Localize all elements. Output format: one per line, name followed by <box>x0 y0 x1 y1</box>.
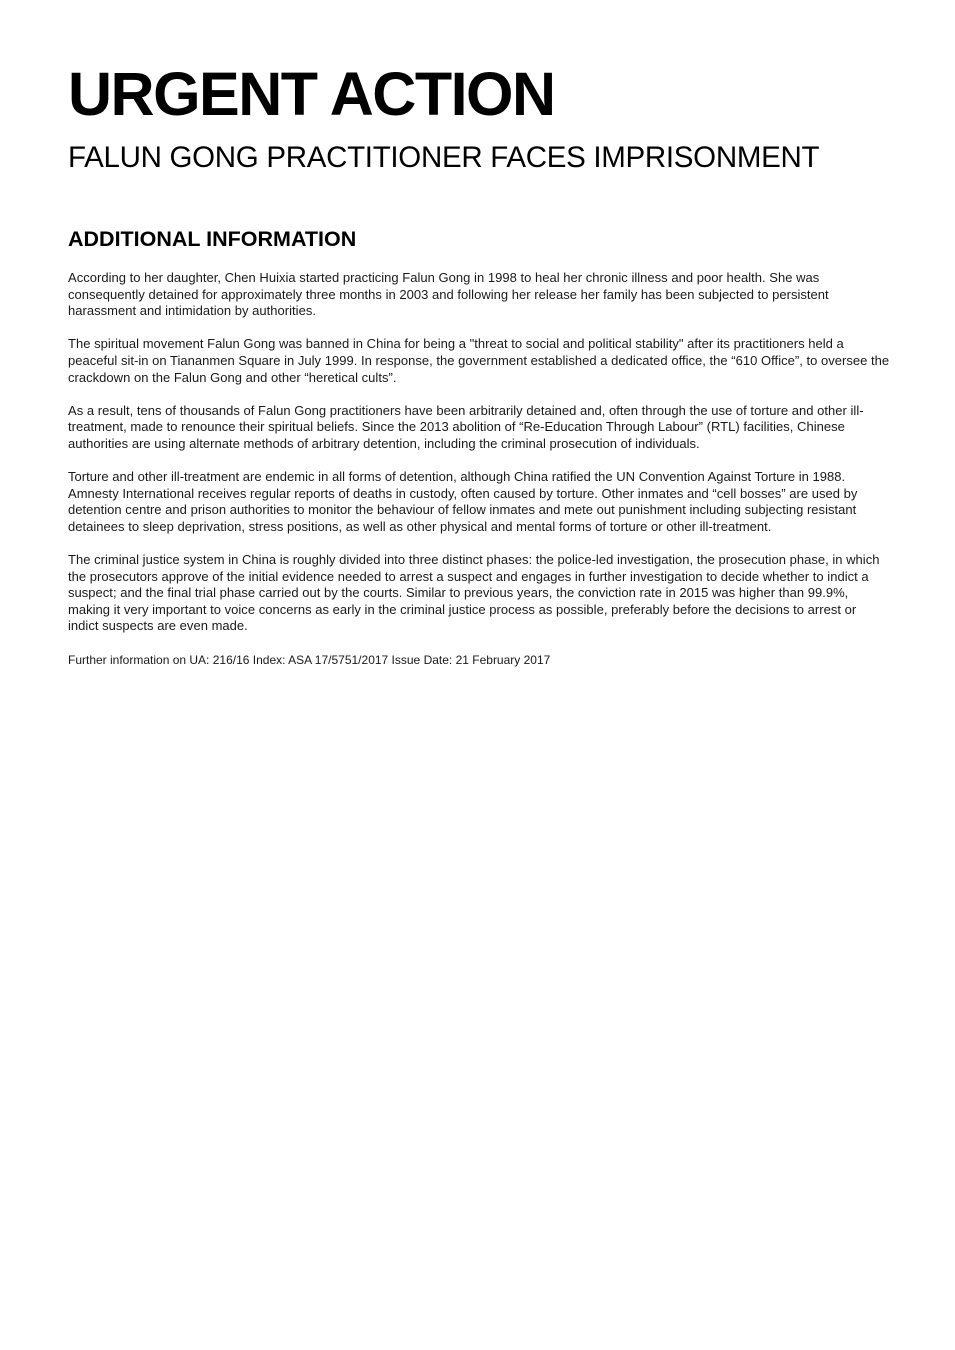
section-heading: ADDITIONAL INFORMATION <box>68 227 357 251</box>
further-information-note: Further information on UA: 216/16 Index: ASA 17/5751/2017 Issue Date: 21 February 2017 <box>68 653 551 668</box>
paragraph-3: As a result, tens of thousands of Falun Gong practitioners have been arbitrarily detained and, often through the use of torture and other ill-treatment, made to renounce their spiritual beliefs. Since the 2013 abolition of “Re-Education Through Labour” (RTL) facilities, Chinese authorities are using alternate methods of arbitrary detention, including the criminal prosecution of individuals. <box>68 402 864 451</box>
page-title: URGENT ACTION <box>68 60 555 128</box>
paragraph-1: According to her daughter, Chen Huixia started practicing Falun Gong in 1998 to heal her chronic illness and poor health. She was consequently detained for approximately three months in 2003 and following her release her family has been subjected to persistent harassment and intimidation by authorities. <box>68 270 829 319</box>
page-subtitle: FALUN GONG PRACTITIONER FACES IMPRISONMENT <box>68 141 820 174</box>
paragraph-2: The spiritual movement Falun Gong was banned in China for being a "threat to social and political stability" after its practitioners held a peaceful sit-in on Tiananmen Square in July 1999. In response, the government established a dedicated office, the “610 Office”, to oversee the crackdown on the Falun Gong and other “heretical cults”. <box>68 336 890 385</box>
paragraph-5: The criminal justice system in China is roughly divided into three distinct phases: the police-led investigation, the prosecution phase, in which the prosecutors approve of the initial evidence needed to arrest a suspect and engages in further investigation to decide whether to indict a suspect; and the final trial phase carried out by the courts. Similar to previous years, the conviction rate in 2015 was higher than 99.9%, making it very important to voice concerns as early in the criminal justice process as possible, preferably before the decisions to arrest or indict suspects are even made. <box>68 552 880 634</box>
paragraph-4: Torture and other ill-treatment are endemic in all forms of detention, although China ratified the UN Convention Against Torture in 1988. Amnesty International receives regular reports of deaths in custody, often caused by torture. Other inmates and “cell bosses” are used by detention centre and prison authorities to monitor the behaviour of fellow inmates and mete out punishment including subjecting resistant detainees to sleep deprivation, stress positions, as well as other physical and mental forms of torture or other ill-treatment. <box>68 469 858 534</box>
document-page <box>68 58 890 668</box>
